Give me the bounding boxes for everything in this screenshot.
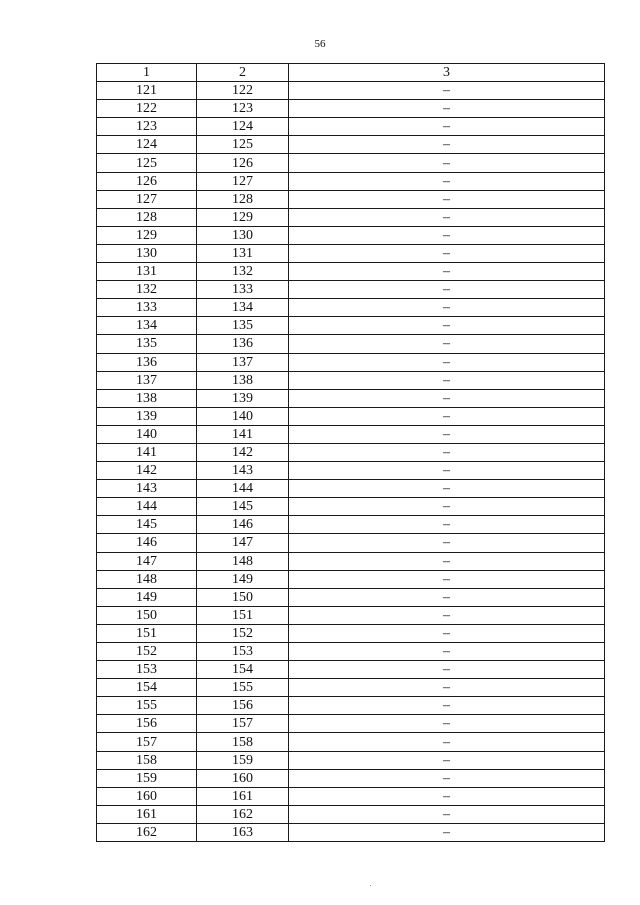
table-cell-col3: – <box>289 425 605 443</box>
table-row <box>97 462 605 480</box>
table-cell-col3: – <box>289 208 605 226</box>
table-row <box>97 118 605 136</box>
table-cell-col3: – <box>289 534 605 552</box>
table-cell-col2: 162 <box>197 805 289 823</box>
table-cell-col3: – <box>289 606 605 624</box>
table-cell-col3: – <box>289 172 605 190</box>
table-cell-col3: – <box>289 679 605 697</box>
table-cell-col1: 150 <box>97 606 197 624</box>
table-cell-col2: 130 <box>197 226 289 244</box>
table-row <box>97 136 605 154</box>
table-cell-col3: – <box>289 516 605 534</box>
table-cell-col3: – <box>289 624 605 642</box>
table-cell-col2: 143 <box>197 462 289 480</box>
table-row <box>97 661 605 679</box>
table-cell-col2: 131 <box>197 244 289 262</box>
table-cell-col2: 157 <box>197 715 289 733</box>
table-cell-col2: 160 <box>197 769 289 787</box>
table-cell-col2: 147 <box>197 534 289 552</box>
table-row <box>97 606 605 624</box>
table-row <box>97 407 605 425</box>
table-row <box>97 335 605 353</box>
table-row <box>97 643 605 661</box>
table-row <box>97 208 605 226</box>
table-row <box>97 353 605 371</box>
table-cell-col2: 133 <box>197 281 289 299</box>
table-cell-col1: 133 <box>97 299 197 317</box>
table-cell-col2: 122 <box>197 82 289 100</box>
table-cell-col3: – <box>289 371 605 389</box>
table-body <box>97 82 605 842</box>
table-cell-col1: 161 <box>97 805 197 823</box>
table-cell-col3: – <box>289 823 605 841</box>
table-cell-col3: – <box>289 715 605 733</box>
table-cell-col2: 142 <box>197 443 289 461</box>
table-cell-col3: – <box>289 190 605 208</box>
table-row <box>97 552 605 570</box>
table-cell-col1: 155 <box>97 697 197 715</box>
table-cell-col1: 153 <box>97 661 197 679</box>
table-row <box>97 317 605 335</box>
table-cell-col2: 153 <box>197 643 289 661</box>
table-cell-col3: – <box>289 733 605 751</box>
table-cell-col2: 139 <box>197 389 289 407</box>
scan-speck <box>370 885 371 886</box>
table-cell-col1: 131 <box>97 263 197 281</box>
table-cell-col1: 121 <box>97 82 197 100</box>
table-cell-col3: – <box>289 661 605 679</box>
table-cell-col2: 161 <box>197 787 289 805</box>
table-cell-col1: 127 <box>97 190 197 208</box>
table-cell-col2: 126 <box>197 154 289 172</box>
table-cell-col2: 132 <box>197 263 289 281</box>
table-row <box>97 389 605 407</box>
table-row <box>97 516 605 534</box>
table-row <box>97 787 605 805</box>
table-cell-col3: – <box>289 805 605 823</box>
table-row <box>97 263 605 281</box>
table-cell-col3: – <box>289 299 605 317</box>
table-cell-col2: 151 <box>197 606 289 624</box>
table-cell-col1: 132 <box>97 281 197 299</box>
table-cell-col2: 135 <box>197 317 289 335</box>
table-cell-col3: – <box>289 317 605 335</box>
table-cell-col1: 130 <box>97 244 197 262</box>
table-cell-col1: 137 <box>97 371 197 389</box>
table-cell-col2: 156 <box>197 697 289 715</box>
table-cell-col1: 144 <box>97 498 197 516</box>
table-cell-col1: 151 <box>97 624 197 642</box>
table-cell-col1: 158 <box>97 751 197 769</box>
table-cell-col1: 139 <box>97 407 197 425</box>
table-cell-col1: 128 <box>97 208 197 226</box>
table-cell-col3: – <box>289 244 605 262</box>
table-cell-col1: 141 <box>97 443 197 461</box>
table-cell-col3: – <box>289 154 605 172</box>
table-row <box>97 570 605 588</box>
column-header-1: 1 <box>97 64 197 82</box>
table-cell-col2: 154 <box>197 661 289 679</box>
table-header-row <box>97 64 605 82</box>
table-cell-col1: 145 <box>97 516 197 534</box>
table-cell-col1: 157 <box>97 733 197 751</box>
table-row <box>97 534 605 552</box>
table-row <box>97 172 605 190</box>
table-cell-col1: 142 <box>97 462 197 480</box>
table-cell-col3: – <box>289 643 605 661</box>
column-header-3: 3 <box>289 64 605 82</box>
table-row <box>97 281 605 299</box>
table-row <box>97 823 605 841</box>
table-cell-col2: 150 <box>197 588 289 606</box>
table-cell-col2: 138 <box>197 371 289 389</box>
table-row <box>97 425 605 443</box>
table-cell-col3: – <box>289 588 605 606</box>
table-row <box>97 371 605 389</box>
table-row <box>97 299 605 317</box>
data-table <box>96 63 605 842</box>
table-cell-col1: 134 <box>97 317 197 335</box>
table-cell-col2: 155 <box>197 679 289 697</box>
table-cell-col2: 136 <box>197 335 289 353</box>
table-cell-col3: – <box>289 480 605 498</box>
table-cell-col3: – <box>289 226 605 244</box>
table-cell-col2: 149 <box>197 570 289 588</box>
column-header-2: 2 <box>197 64 289 82</box>
table-cell-col3: – <box>289 751 605 769</box>
table-cell-col1: 149 <box>97 588 197 606</box>
table-cell-col1: 162 <box>97 823 197 841</box>
table-cell-col2: 141 <box>197 425 289 443</box>
table-cell-col1: 125 <box>97 154 197 172</box>
table-row <box>97 498 605 516</box>
table-row <box>97 226 605 244</box>
table-cell-col1: 147 <box>97 552 197 570</box>
table-cell-col2: 127 <box>197 172 289 190</box>
table-cell-col2: 144 <box>197 480 289 498</box>
table-cell-col3: – <box>289 263 605 281</box>
table-cell-col1: 143 <box>97 480 197 498</box>
table-row <box>97 154 605 172</box>
table-row <box>97 244 605 262</box>
table-cell-col1: 123 <box>97 118 197 136</box>
table-cell-col3: – <box>289 570 605 588</box>
table-row <box>97 624 605 642</box>
table-cell-col1: 138 <box>97 389 197 407</box>
table-cell-col3: – <box>289 787 605 805</box>
table-cell-col3: – <box>289 281 605 299</box>
table-cell-col2: 128 <box>197 190 289 208</box>
table-cell-col3: – <box>289 407 605 425</box>
page-number: 56 <box>314 38 326 50</box>
table-header <box>97 64 605 82</box>
table-cell-col2: 163 <box>197 823 289 841</box>
table-cell-col2: 145 <box>197 498 289 516</box>
table-cell-col3: – <box>289 443 605 461</box>
table-row <box>97 100 605 118</box>
table-cell-col1: 122 <box>97 100 197 118</box>
data-table-container <box>96 63 605 842</box>
table-row <box>97 733 605 751</box>
table-cell-col1: 146 <box>97 534 197 552</box>
table-row <box>97 715 605 733</box>
table-row <box>97 751 605 769</box>
table-cell-col2: 137 <box>197 353 289 371</box>
table-cell-col1: 126 <box>97 172 197 190</box>
table-cell-col1: 135 <box>97 335 197 353</box>
table-row <box>97 82 605 100</box>
table-cell-col3: – <box>289 100 605 118</box>
table-cell-col2: 123 <box>197 100 289 118</box>
table-cell-col1: 140 <box>97 425 197 443</box>
table-cell-col3: – <box>289 498 605 516</box>
table-cell-col2: 158 <box>197 733 289 751</box>
table-cell-col2: 148 <box>197 552 289 570</box>
table-cell-col3: – <box>289 697 605 715</box>
table-cell-col2: 159 <box>197 751 289 769</box>
table-cell-col3: – <box>289 82 605 100</box>
table-cell-col3: – <box>289 769 605 787</box>
table-row <box>97 679 605 697</box>
table-cell-col3: – <box>289 335 605 353</box>
table-row <box>97 697 605 715</box>
table-cell-col3: – <box>289 136 605 154</box>
table-cell-col2: 125 <box>197 136 289 154</box>
table-row <box>97 443 605 461</box>
table-cell-col3: – <box>289 462 605 480</box>
table-cell-col2: 124 <box>197 118 289 136</box>
table-cell-col1: 136 <box>97 353 197 371</box>
table-cell-col1: 148 <box>97 570 197 588</box>
table-cell-col2: 146 <box>197 516 289 534</box>
table-cell-col3: – <box>289 552 605 570</box>
table-cell-col1: 160 <box>97 787 197 805</box>
table-cell-col1: 156 <box>97 715 197 733</box>
table-row <box>97 190 605 208</box>
table-cell-col1: 124 <box>97 136 197 154</box>
table-row <box>97 769 605 787</box>
table-cell-col1: 129 <box>97 226 197 244</box>
table-row <box>97 588 605 606</box>
table-cell-col2: 129 <box>197 208 289 226</box>
table-row <box>97 480 605 498</box>
table-cell-col2: 152 <box>197 624 289 642</box>
table-cell-col1: 159 <box>97 769 197 787</box>
table-cell-col3: – <box>289 389 605 407</box>
table-cell-col2: 140 <box>197 407 289 425</box>
table-cell-col3: – <box>289 118 605 136</box>
table-cell-col1: 154 <box>97 679 197 697</box>
table-cell-col2: 134 <box>197 299 289 317</box>
table-cell-col1: 152 <box>97 643 197 661</box>
table-cell-col3: – <box>289 353 605 371</box>
table-row <box>97 805 605 823</box>
